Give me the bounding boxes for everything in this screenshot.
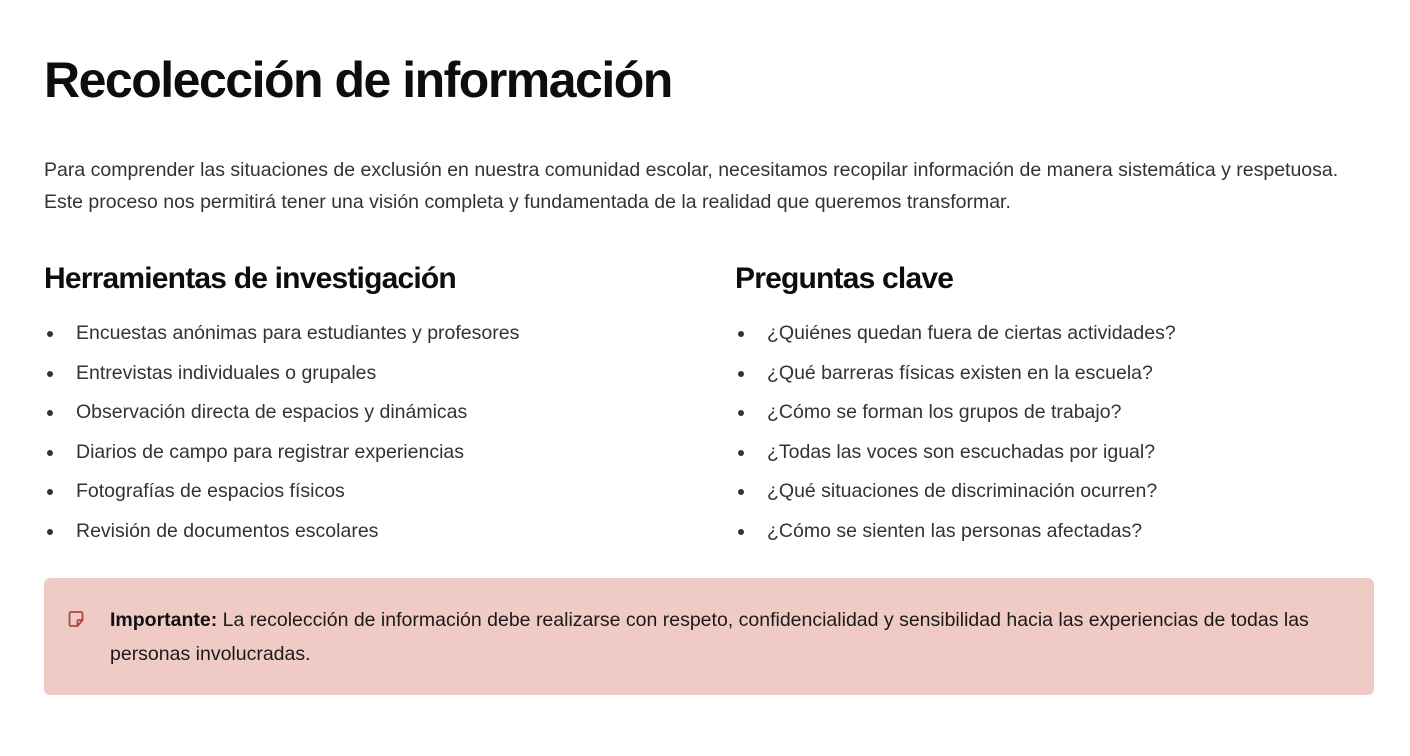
bullet-icon: [47, 331, 53, 337]
list-item-text: ¿Qué situaciones de discriminación ocurren?: [767, 480, 1158, 503]
page-title: Recolección de información: [44, 52, 672, 108]
bullet-icon: [738, 450, 744, 456]
list-item-text: ¿Cómo se forman los grupos de trabajo?: [767, 401, 1122, 424]
tools-section: [44, 258, 704, 552]
list-item-text: Revisión de documentos escolares: [76, 519, 379, 542]
bullet-icon: [47, 450, 53, 456]
list-item: [735, 393, 1395, 433]
bullet-icon: [738, 489, 744, 495]
list-item: [44, 433, 704, 473]
list-item-text: Diarios de campo para registrar experiencias: [76, 440, 465, 463]
note-icon: [67, 610, 85, 628]
list-item: [735, 512, 1395, 552]
bullet-icon: [738, 371, 744, 377]
list-item-text: ¿Quiénes quedan fuera de ciertas actividades?: [767, 322, 1176, 344]
list-item: [44, 512, 704, 552]
list-item-text: Entrevistas individuales o grupales: [76, 361, 377, 384]
bullet-icon: [47, 410, 53, 416]
bullet-icon: [738, 331, 744, 337]
bullet-icon: [738, 410, 744, 416]
questions-section: [735, 258, 1395, 552]
list-item: [44, 354, 704, 394]
list-item: [735, 433, 1395, 473]
list-item: [44, 472, 704, 512]
notice-text: [110, 603, 1360, 671]
list-item: [735, 354, 1395, 394]
notice-label: Importante:: [110, 609, 218, 631]
list-item: [44, 393, 704, 433]
list-item: [735, 314, 1395, 354]
list-item-text: ¿Cómo se sienten las personas afectadas?: [767, 519, 1143, 542]
list-item-text: ¿Qué barreras físicas existen en la escuela?: [767, 361, 1153, 384]
questions-list: [735, 314, 1395, 552]
tools-list: [44, 314, 704, 552]
intro-paragraph: Para comprender las situaciones de exclusión en nuestra comunidad escolar, necesitamos recopilar información de manera sistemática y respetuosa. Este proceso nos permitirá tener una visión completa y fundamentada de la realidad que queremos transformar.: [44, 159, 1339, 213]
bullet-icon: [47, 529, 53, 535]
bullet-icon: [738, 529, 744, 535]
list-item-text: Observación directa de espacios y dinámicas: [76, 401, 468, 424]
tools-heading: Herramientas de investigación: [44, 262, 456, 295]
important-notice: [44, 578, 1374, 695]
notice-body: La recolección de información debe realizarse con respeto, confidencialidad y sensibilidad hacia las experiencias de todas las personas involucradas.: [110, 609, 1309, 665]
list-item-text: Encuestas anónimas para estudiantes y profesores: [76, 322, 520, 344]
questions-heading: Preguntas clave: [735, 262, 954, 295]
list-item: [44, 314, 704, 354]
bullet-icon: [47, 489, 53, 495]
list-item-text: ¿Todas las voces son escuchadas por igual?: [767, 440, 1156, 463]
list-item: [735, 472, 1395, 512]
bullet-icon: [47, 371, 53, 377]
list-item-text: Fotografías de espacios físicos: [76, 480, 345, 503]
